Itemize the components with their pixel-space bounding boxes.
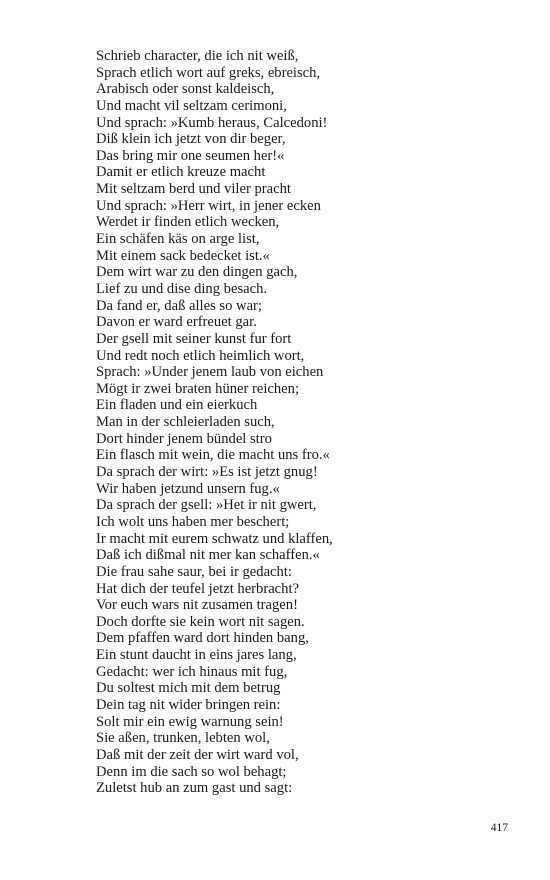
- poem-line: Wir haben jetzund unsern fug.«: [96, 480, 280, 497]
- poem-line: Damit er etlich kreuze macht: [96, 164, 266, 181]
- poem-line: Solt mir ein ewig warnung sein!: [96, 713, 284, 730]
- poem-line: Man in der schleierladen such,: [96, 414, 275, 431]
- poem-line: Und sprach: »Kumb heraus, Calcedoni!: [96, 114, 328, 131]
- poem-line: Dein tag nit wider bringen rein:: [96, 696, 281, 713]
- poem-line: Doch dorfte sie kein wort nit sagen.: [96, 613, 305, 630]
- poem-line: Werdet ir finden etlich wecken,: [96, 214, 280, 231]
- poem-line: Schrieb character, die ich nit weiß,: [96, 48, 299, 64]
- poem-line: Da fand er, daß alles so war;: [96, 297, 262, 314]
- poem-line: Ich wolt uns haben mer beschert;: [96, 513, 290, 530]
- poem-line: Du soltest mich mit dem betrug: [96, 680, 281, 697]
- poem-line: Diß klein ich jetzt von dir beger,: [96, 131, 286, 148]
- poem-line: Und macht vil seltzam cerimoni,: [96, 97, 287, 114]
- poem-line: Und sprach: »Herr wirt, in jener ecken: [96, 197, 321, 214]
- poem-text-block: [96, 48, 333, 797]
- page-number: 417: [490, 822, 508, 834]
- poem-line: Und redt noch etlich heimlich wort,: [96, 347, 305, 364]
- poem-line: Sprach: »Under jenem laub von eichen: [96, 364, 324, 381]
- poem-line: Dem wirt war zu den dingen gach,: [96, 264, 298, 281]
- poem-line: Daß ich dißmal nit mer kan schaffen.«: [96, 547, 320, 564]
- poem-line: Ein fladen und ein eierkuch: [96, 397, 258, 414]
- poem-line: Da sprach der gsell: »Het ir nit gwert,: [96, 497, 317, 514]
- poem-line: Mögt ir zwei braten hüner reichen;: [96, 380, 300, 397]
- poem-line: Arabisch oder sonst kaldeisch,: [96, 81, 275, 98]
- poem-line: Gedacht: wer ich hinaus mit fug,: [96, 663, 288, 680]
- poem-line: Dort hinder jenem bündel stro: [96, 430, 272, 447]
- poem-line: Denn im die sach so wol behagt;: [96, 763, 287, 780]
- poem-line: Davon er ward erfreuet gar.: [96, 314, 257, 331]
- poem-line: Ein flasch mit wein, die macht uns fro.«: [96, 447, 330, 464]
- poem-line: Die frau sahe saur, bei ir gedacht:: [96, 563, 292, 580]
- poem-line: Ir macht mit eurem schwatz und klaffen,: [96, 530, 333, 547]
- poem-line: Sie aßen, trunken, lebten wol,: [96, 730, 270, 747]
- poem-line: Sprach etlich wort auf greks, ebreisch,: [96, 64, 321, 81]
- poem-line: Mit seltzam berd und viler pracht: [96, 181, 291, 198]
- poem-line: Da sprach der wirt: »Es ist jetzt gnug!: [96, 464, 318, 481]
- poem-line: Ein schäfen käs on arge list,: [96, 231, 260, 248]
- poem-line: Ein stunt daucht in eins jares lang,: [96, 647, 297, 664]
- poem-line: Lief zu und dise ding besach.: [96, 280, 268, 297]
- poem-line: Hat dich der teufel jetzt herbracht?: [96, 580, 299, 597]
- poem-line: Dem pfaffen ward dort hinden bang,: [96, 630, 309, 647]
- poem-line: Der gsell mit seiner kunst fur fort: [96, 330, 292, 347]
- poem-line: Das bring mir one seumen her!«: [96, 147, 285, 164]
- poem-line: Mit einem sack bedecket ist.«: [96, 247, 270, 264]
- poem-line: Daß mit der zeit der wirt ward vol,: [96, 746, 299, 763]
- poem-line: Vor euch wars nit zusamen tragen!: [96, 597, 298, 614]
- poem-line: Zuletst hub an zum gast und sagt:: [96, 780, 293, 797]
